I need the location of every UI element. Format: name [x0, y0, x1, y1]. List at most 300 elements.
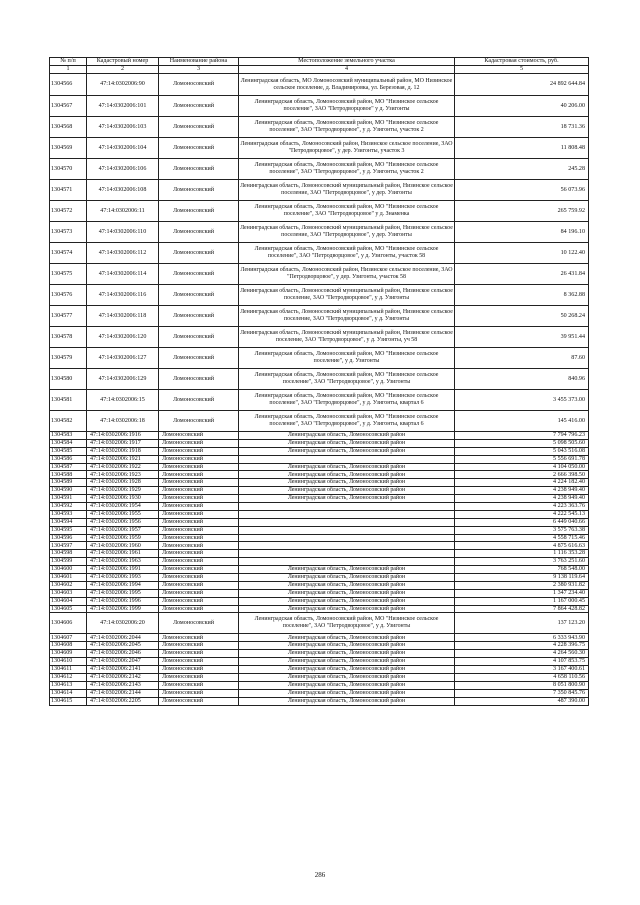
cadastral-number: 47:14:0302006:120 — [87, 327, 159, 348]
cadastral-cost: 84 196.10 — [455, 222, 589, 243]
row-number: 1304602 — [50, 581, 87, 589]
table-row — [50, 689, 589, 697]
row-number: 1304606 — [50, 613, 87, 634]
table-row — [50, 306, 589, 327]
table-row — [50, 285, 589, 306]
district-name: Ломоносовский — [159, 634, 239, 642]
table-row — [50, 432, 589, 440]
district-name: Ломоносовский — [159, 117, 239, 138]
district-name: Ломоносовский — [159, 642, 239, 650]
table-header-row — [50, 58, 589, 66]
cadastral-cost: 4 222 545.13 — [455, 510, 589, 518]
cadastral-number: 47:14:0302006:1954 — [87, 503, 159, 511]
column-number: 5 — [455, 66, 589, 74]
cadastral-cost: 4 228 396.75 — [455, 642, 589, 650]
district-name: Ломоносовский — [159, 503, 239, 511]
district-name: Ломоносовский — [159, 613, 239, 634]
cadastral-number: 47:14:0302006:1960 — [87, 542, 159, 550]
row-number: 1304611 — [50, 666, 87, 674]
cadastral-number: 47:14:0302006:1917 — [87, 439, 159, 447]
cadastral-number: 47:14:0302006:90 — [87, 74, 159, 96]
column-number: 2 — [87, 66, 159, 74]
row-number: 1304588 — [50, 471, 87, 479]
table-row — [50, 369, 589, 390]
cadastral-cost: 5 098 505.60 — [455, 439, 589, 447]
land-location: Ленинградская область, Ломоносовский район — [239, 634, 455, 642]
cadastral-number: 47:14:0302006:1995 — [87, 589, 159, 597]
cadastral-number: 47:14:0302006:101 — [87, 96, 159, 117]
district-name: Ломоносовский — [159, 439, 239, 447]
district-name: Ломоносовский — [159, 201, 239, 222]
cadastral-number: 47:14:0302006:1991 — [87, 566, 159, 574]
cadastral-number: 47:14:0302006:1996 — [87, 597, 159, 605]
district-name: Ломоносовский — [159, 558, 239, 566]
land-location: Ленинградская область, Ломоносовский район — [239, 495, 455, 503]
land-location: Ленинградская область, Ломоносовский район — [239, 566, 455, 574]
cadastral-cost: 4 104 050.00 — [455, 463, 589, 471]
table-row — [50, 96, 589, 117]
cadastral-cost: 1 116 353.28 — [455, 550, 589, 558]
row-number: 1304590 — [50, 487, 87, 495]
table-row — [50, 666, 589, 674]
cadastral-cost: 1 347 234.40 — [455, 589, 589, 597]
row-number: 1304614 — [50, 689, 87, 697]
table-row — [50, 180, 589, 201]
row-number: 1304587 — [50, 463, 87, 471]
district-name: Ломоносовский — [159, 180, 239, 201]
cadastral-cost: 1 167 000.45 — [455, 597, 589, 605]
land-location: Ленинградская область, Ломоносовский район, Низинское сельское поселение, ЗАО "Петродворцовое", у дер. Узигонты, участок 3 — [239, 138, 455, 159]
cadastral-number: 47:14:0302006:108 — [87, 180, 159, 201]
table-row — [50, 495, 589, 503]
cadastral-cost: 4 238 949.40 — [455, 487, 589, 495]
land-location: Ленинградская область, Ломоносовский район — [239, 589, 455, 597]
cadastral-number: 47:14:0302006:2046 — [87, 650, 159, 658]
land-location: Ленинградская область, Ломоносовский район — [239, 689, 455, 697]
cadastral-number: 47:14:0302006:1955 — [87, 510, 159, 518]
cadastral-number: 47:14:0302006:1929 — [87, 487, 159, 495]
row-number: 1304597 — [50, 542, 87, 550]
land-location — [239, 550, 455, 558]
row-number: 1304599 — [50, 558, 87, 566]
district-name: Ломоносовский — [159, 348, 239, 369]
table-row — [50, 447, 589, 455]
land-location: Ленинградская область, Ломоносовский район — [239, 597, 455, 605]
table-row — [50, 613, 589, 634]
cadastral-cost: 137 123.20 — [455, 613, 589, 634]
land-location: Ленинградская область, Ломоносовский муниципальный район, Низинское сельское поселение, ЗАО "Петродворцовое", у дер. Узигонты — [239, 180, 455, 201]
row-number: 1304600 — [50, 566, 87, 574]
district-name: Ломоносовский — [159, 495, 239, 503]
cadastral-cost: 4 658 110.56 — [455, 673, 589, 681]
district-name: Ломоносовский — [159, 138, 239, 159]
table-body — [50, 74, 589, 706]
district-name: Ломоносовский — [159, 597, 239, 605]
table-row — [50, 558, 589, 566]
cadastral-number: 47:14:0302006:1916 — [87, 432, 159, 440]
cadastral-cost: 245.28 — [455, 159, 589, 180]
cadastral-number: 47:14:0302006:20 — [87, 613, 159, 634]
land-location: Ленинградская область, МО Ломоносовский муниципальный район, МО Низинское сельское поселение, д. Владимировка, ул. Березовая, д. 12 — [239, 74, 455, 96]
land-location: Ленинградская область, Ломоносовский район — [239, 673, 455, 681]
cadastral-number: 47:14:0302006:116 — [87, 285, 159, 306]
row-number: 1304569 — [50, 138, 87, 159]
district-name: Ломоносовский — [159, 264, 239, 285]
table-row — [50, 650, 589, 658]
table-row — [50, 463, 589, 471]
table-row — [50, 634, 589, 642]
table-row — [50, 138, 589, 159]
land-location: Ленинградская область, Ломоносовский район — [239, 666, 455, 674]
land-location: Ленинградская область, Ломоносовский район, МО "Низинское сельское поселение", ЗАО "Петродворцовое" у д. Узигонты — [239, 96, 455, 117]
cadastral-cost: 3 575 763.38 — [455, 526, 589, 534]
cadastral-number: 47:14:0302006:127 — [87, 348, 159, 369]
cadastral-number: 47:14:0302006:2143 — [87, 681, 159, 689]
cadastral-cost: 24 892 644.84 — [455, 74, 589, 96]
row-number: 1304605 — [50, 605, 87, 613]
district-name: Ломоносовский — [159, 243, 239, 264]
cadastral-number: 47:14:0302006:1957 — [87, 526, 159, 534]
district-name: Ломоносовский — [159, 658, 239, 666]
land-location: Ленинградская область, Ломоносовский район — [239, 439, 455, 447]
cadastral-number: 47:14:0302006:114 — [87, 264, 159, 285]
row-number: 1304578 — [50, 327, 87, 348]
cadastral-cost: 6 449 040.66 — [455, 518, 589, 526]
district-name: Ломоносовский — [159, 96, 239, 117]
cadastral-number: 47:14:0302006:15 — [87, 390, 159, 411]
district-name: Ломоносовский — [159, 479, 239, 487]
district-name: Ломоносовский — [159, 566, 239, 574]
land-location: Ленинградская область, Ломоносовский район — [239, 487, 455, 495]
cadastral-cost: 10 122.40 — [455, 243, 589, 264]
cadastral-number: 47:14:0302006:1959 — [87, 534, 159, 542]
district-name: Ломоносовский — [159, 327, 239, 348]
cadastral-number: 47:14:0302006:2045 — [87, 642, 159, 650]
cadastral-number: 47:14:0302006:2144 — [87, 689, 159, 697]
row-number: 1304608 — [50, 642, 87, 650]
row-number: 1304603 — [50, 589, 87, 597]
row-number: 1304568 — [50, 117, 87, 138]
row-number: 1304581 — [50, 390, 87, 411]
row-number: 1304574 — [50, 243, 87, 264]
land-location: Ленинградская область, Ломоносовский район, МО "Низинское сельское поселение", ЗАО "Петродворцовое", у д. Узигонты, квартал 6 — [239, 390, 455, 411]
cadastral-number: 47:14:0302006:2047 — [87, 658, 159, 666]
row-number: 1304613 — [50, 681, 87, 689]
table-row — [50, 159, 589, 180]
district-name: Ломоносовский — [159, 487, 239, 495]
row-number: 1304593 — [50, 510, 87, 518]
row-number: 1304607 — [50, 634, 87, 642]
cadastral-cost: 4 107 853.75 — [455, 658, 589, 666]
cadastral-number: 47:14:0302006:1923 — [87, 471, 159, 479]
table-row — [50, 534, 589, 542]
district-name: Ломоносовский — [159, 471, 239, 479]
cadastral-number: 47:14:0302006:1994 — [87, 581, 159, 589]
cadastral-cost: 3 455 373.00 — [455, 390, 589, 411]
land-location: Ленинградская область, Ломоносовский район — [239, 681, 455, 689]
land-location — [239, 518, 455, 526]
table-row — [50, 487, 589, 495]
table-row — [50, 566, 589, 574]
land-location — [239, 558, 455, 566]
cadastral-number: 47:14:0302006:104 — [87, 138, 159, 159]
cadastral-cost: 40 206.00 — [455, 96, 589, 117]
cadastral-number: 47:14:0302006:2142 — [87, 673, 159, 681]
cadastral-cost: 5 043 516.08 — [455, 447, 589, 455]
row-number: 1304583 — [50, 432, 87, 440]
cadastral-cost: 265 759.92 — [455, 201, 589, 222]
cadastral-number: 47:14:0302006:11 — [87, 201, 159, 222]
table-row — [50, 605, 589, 613]
cadastral-cost: 26 431.84 — [455, 264, 589, 285]
district-name: Ломоносовский — [159, 455, 239, 463]
table-row — [50, 658, 589, 666]
table-row — [50, 503, 589, 511]
district-name: Ломоносовский — [159, 463, 239, 471]
row-number: 1304604 — [50, 597, 87, 605]
cadastral-number: 47:14:0302006:1928 — [87, 479, 159, 487]
cadastral-number: 47:14:0302006:1993 — [87, 574, 159, 582]
district-name: Ломоносовский — [159, 159, 239, 180]
district-name: Ломоносовский — [159, 550, 239, 558]
page-number: 286 — [314, 871, 326, 879]
header-cadastral-cost: Кадастровая стоимость, руб. — [455, 58, 589, 66]
row-number: 1304567 — [50, 96, 87, 117]
row-number: 1304580 — [50, 369, 87, 390]
table-row — [50, 510, 589, 518]
cadastral-cost: 5 556 691.78 — [455, 455, 589, 463]
cadastral-cost: 145 416.00 — [455, 411, 589, 432]
cadastral-cost: 4 558 715.46 — [455, 534, 589, 542]
cadastral-number: 47:14:0302006:1956 — [87, 518, 159, 526]
row-number: 1304570 — [50, 159, 87, 180]
cadastral-cost: 11 808.48 — [455, 138, 589, 159]
cadastral-cost: 3 763 251.60 — [455, 558, 589, 566]
cadastral-cost: 2 380 931.82 — [455, 581, 589, 589]
table-row — [50, 348, 589, 369]
cadastral-value-table — [49, 57, 589, 706]
land-location: Ленинградская область, Ломоносовский район, МО "Низинское сельское поселение", ЗАО "Петродворцовое", у д. Узигонты — [239, 613, 455, 634]
cadastral-cost: 39 951.44 — [455, 327, 589, 348]
cadastral-cost: 8 362.88 — [455, 285, 589, 306]
cadastral-cost: 487 390.00 — [455, 697, 589, 705]
land-location: Ленинградская область, Ломоносовский район, МО "Низинское сельское поселение", ЗАО "Петродворцовое", у д. Узигонты, участок 58 — [239, 243, 455, 264]
land-location: Ленинградская область, Ломоносовский район, МО "Низинское сельское поселение", ЗАО "Петродворцовое", у д. Узигонты, участок 2 — [239, 159, 455, 180]
land-location: Ленинградская область, Ломоносовский муниципальный район, Низинское сельское поселение, ЗАО "Петродворцовое", у д. Узигонты — [239, 306, 455, 327]
cadastral-number: 47:14:0302006:118 — [87, 306, 159, 327]
table-row — [50, 597, 589, 605]
cadastral-number: 47:14:0302006:1999 — [87, 605, 159, 613]
column-number: 3 — [159, 66, 239, 74]
cadastral-cost: 768 548.00 — [455, 566, 589, 574]
cadastral-number: 47:14:0302006:1961 — [87, 550, 159, 558]
table-row — [50, 243, 589, 264]
land-location: Ленинградская область, Ломоносовский район, МО "Низинское сельское поселение", у д. Узигонты — [239, 348, 455, 369]
district-name: Ломоносовский — [159, 650, 239, 658]
row-number: 1304589 — [50, 479, 87, 487]
land-location: Ленинградская область, Ломоносовский район — [239, 605, 455, 613]
land-location: Ленинградская область, Ломоносовский район — [239, 697, 455, 705]
registry-document — [49, 57, 588, 706]
cadastral-cost: 6 333 943.90 — [455, 634, 589, 642]
district-name: Ломоносовский — [159, 681, 239, 689]
cadastral-number: 47:14:0302006:103 — [87, 117, 159, 138]
district-name: Ломоносовский — [159, 390, 239, 411]
land-location: Ленинградская область, Ломоносовский муниципальный район, Низинское сельское поселение, ЗАО "Петродворцовое", у д. Узигонты, уч 58 — [239, 327, 455, 348]
row-number: 1304576 — [50, 285, 87, 306]
table-row — [50, 222, 589, 243]
cadastral-cost: 4 224 182.40 — [455, 479, 589, 487]
land-location: Ленинградская область, Ломоносовский район — [239, 463, 455, 471]
district-name: Ломоносовский — [159, 285, 239, 306]
cadastral-number: 47:14:0302006:1918 — [87, 447, 159, 455]
cadastral-number: 47:14:0302006:112 — [87, 243, 159, 264]
cadastral-number: 47:14:0302006:1922 — [87, 463, 159, 471]
land-location — [239, 455, 455, 463]
land-location: Ленинградская область, Ломоносовский район — [239, 479, 455, 487]
land-location — [239, 510, 455, 518]
row-number: 1304591 — [50, 495, 87, 503]
district-name: Ломоносовский — [159, 369, 239, 390]
land-location: Ленинградская область, Ломоносовский район, МО "Низинское сельское поселение", ЗАО "Петродворцовое", у д. Узигонты, участок 2 — [239, 117, 455, 138]
row-number: 1304615 — [50, 697, 87, 705]
district-name: Ломоносовский — [159, 518, 239, 526]
cadastral-cost: 4 223 363.76 — [455, 503, 589, 511]
land-location: Ленинградская область, Ломоносовский муниципальный район, Низинское сельское поселение, ЗАО "Петродворцовое", у дер. Узигонты — [239, 222, 455, 243]
cadastral-cost: 18 731.36 — [455, 117, 589, 138]
land-location — [239, 534, 455, 542]
district-name: Ломоносовский — [159, 432, 239, 440]
cadastral-number: 47:14:0302006:1963 — [87, 558, 159, 566]
land-location: Ленинградская область, Ломоносовский район — [239, 658, 455, 666]
cadastral-number: 47:14:0302006:129 — [87, 369, 159, 390]
table-row — [50, 542, 589, 550]
cadastral-cost: 840.96 — [455, 369, 589, 390]
row-number: 1304571 — [50, 180, 87, 201]
cadastral-number: 47:14:0302006:2205 — [87, 697, 159, 705]
row-number: 1304610 — [50, 658, 87, 666]
land-location: Ленинградская область, Ломоносовский район, МО "Низинское сельское поселение", ЗАО "Петродворцовое" у д. Знаменка — [239, 201, 455, 222]
district-name: Ломоносовский — [159, 542, 239, 550]
row-number: 1304566 — [50, 74, 87, 96]
row-number: 1304612 — [50, 673, 87, 681]
cadastral-cost: 56 073.96 — [455, 180, 589, 201]
district-name: Ломоносовский — [159, 697, 239, 705]
land-location: Ленинградская область, Ломоносовский район — [239, 471, 455, 479]
district-name: Ломоносовский — [159, 534, 239, 542]
land-location: Ленинградская область, Ломоносовский район, МО "Низинское сельское поселение", ЗАО "Петродворцовое", у д. Узигонты, квартал 6 — [239, 411, 455, 432]
district-name: Ломоносовский — [159, 510, 239, 518]
row-number: 1304586 — [50, 455, 87, 463]
land-location: Ленинградская область, Ломоносовский район — [239, 447, 455, 455]
table-row — [50, 589, 589, 597]
row-number: 1304598 — [50, 550, 87, 558]
district-name: Ломоносовский — [159, 666, 239, 674]
district-name: Ломоносовский — [159, 306, 239, 327]
cadastral-cost: 7 864 428.82 — [455, 605, 589, 613]
cadastral-cost: 4 238 949.40 — [455, 495, 589, 503]
cadastral-cost: 9 138 119.64 — [455, 574, 589, 582]
row-number: 1304575 — [50, 264, 87, 285]
table-row — [50, 390, 589, 411]
cadastral-cost: 87.60 — [455, 348, 589, 369]
row-number: 1304601 — [50, 574, 87, 582]
header-cadastral-number: Кадастровый номер — [87, 58, 159, 66]
cadastral-cost: 2 666 398.50 — [455, 471, 589, 479]
header-district: Наименование района — [159, 58, 239, 66]
district-name: Ломоносовский — [159, 447, 239, 455]
row-number: 1304585 — [50, 447, 87, 455]
cadastral-number: 47:14:0302006:2044 — [87, 634, 159, 642]
cadastral-cost: 8 051 800.90 — [455, 681, 589, 689]
cadastral-cost: 50 268.24 — [455, 306, 589, 327]
land-location: Ленинградская область, Ломоносовский район — [239, 432, 455, 440]
row-number: 1304572 — [50, 201, 87, 222]
district-name: Ломоносовский — [159, 526, 239, 534]
district-name: Ломоносовский — [159, 74, 239, 96]
header-number: № п/п — [50, 58, 87, 66]
table-row — [50, 479, 589, 487]
table-row — [50, 673, 589, 681]
table-row — [50, 526, 589, 534]
district-name: Ломоносовский — [159, 689, 239, 697]
land-location — [239, 526, 455, 534]
cadastral-number: 47:14:0302006:2141 — [87, 666, 159, 674]
row-number: 1304584 — [50, 439, 87, 447]
table-row — [50, 518, 589, 526]
table-row — [50, 264, 589, 285]
row-number: 1304573 — [50, 222, 87, 243]
land-location: Ленинградская область, Ломоносовский район, МО "Низинское сельское поселение", ЗАО "Петродворцовое", у д. Узигонты — [239, 369, 455, 390]
land-location: Ленинградская область, Ломоносовский район — [239, 574, 455, 582]
table-row — [50, 574, 589, 582]
row-number: 1304594 — [50, 518, 87, 526]
row-number: 1304577 — [50, 306, 87, 327]
cadastral-number: 47:14:0302006:1921 — [87, 455, 159, 463]
land-location — [239, 542, 455, 550]
cadastral-cost: 4 264 560.30 — [455, 650, 589, 658]
cadastral-number: 47:14:0302006:18 — [87, 411, 159, 432]
district-name: Ломоносовский — [159, 222, 239, 243]
cadastral-number: 47:14:0302006:1930 — [87, 495, 159, 503]
table-row — [50, 327, 589, 348]
column-number: 1 — [50, 66, 87, 74]
land-location: Ленинградская область, Ломоносовский район — [239, 650, 455, 658]
district-name: Ломоносовский — [159, 411, 239, 432]
table-row — [50, 201, 589, 222]
cadastral-cost: 7 350 845.76 — [455, 689, 589, 697]
table-row — [50, 642, 589, 650]
column-number: 4 — [239, 66, 455, 74]
table-row — [50, 411, 589, 432]
land-location: Ленинградская область, Ломоносовский район — [239, 581, 455, 589]
row-number: 1304596 — [50, 534, 87, 542]
cadastral-cost: 3 167 400.61 — [455, 666, 589, 674]
district-name: Ломоносовский — [159, 673, 239, 681]
table-row — [50, 681, 589, 689]
table-row — [50, 455, 589, 463]
cadastral-number: 47:14:0302006:106 — [87, 159, 159, 180]
header-location: Местоположение земельного участка — [239, 58, 455, 66]
column-number-row — [50, 66, 589, 74]
table-row — [50, 74, 589, 96]
table-row — [50, 439, 589, 447]
district-name: Ломоносовский — [159, 589, 239, 597]
cadastral-cost: 7 794 796.23 — [455, 432, 589, 440]
district-name: Ломоносовский — [159, 574, 239, 582]
table-row — [50, 550, 589, 558]
table-row — [50, 471, 589, 479]
